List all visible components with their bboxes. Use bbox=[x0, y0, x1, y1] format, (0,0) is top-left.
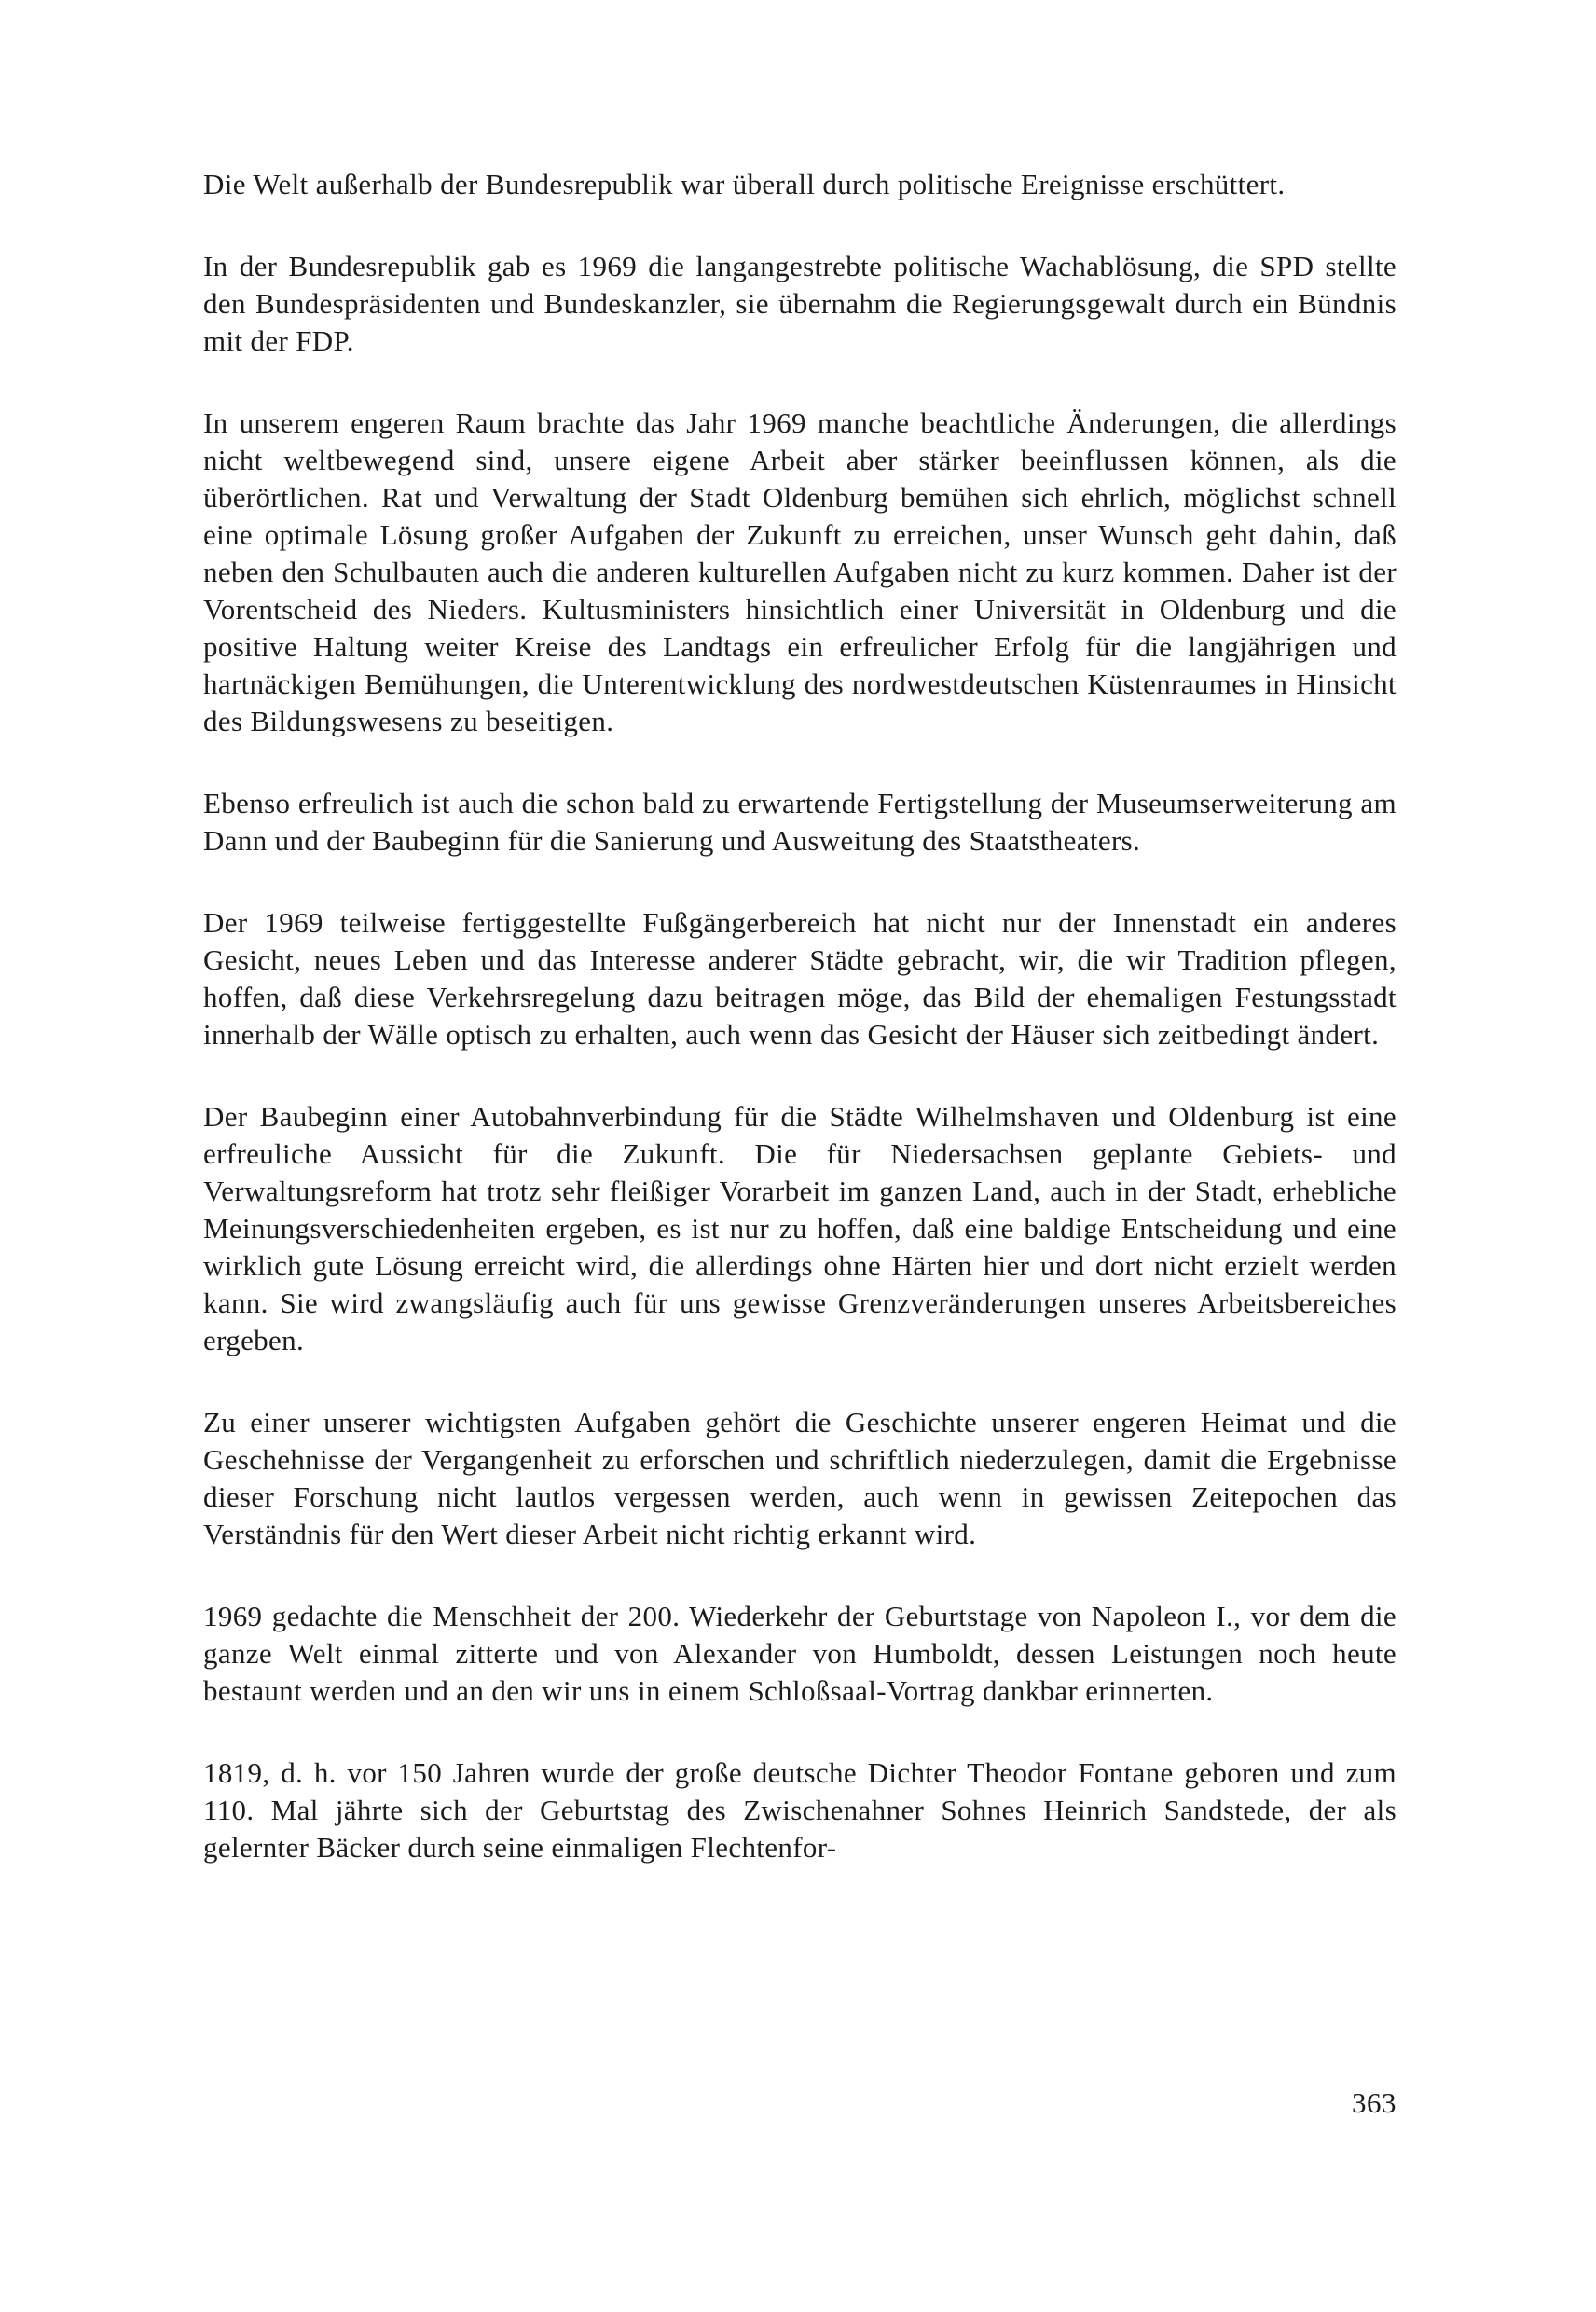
paragraph-1: Die Welt außerhalb der Bundesrepublik war überall durch politische Ereignisse erschüttert. bbox=[203, 168, 1286, 200]
paragraph-8: 1969 gedachte die Menschheit der 200. Wiederkehr der Geburtstage von Napoleon I., vor dem die ganze Welt einmal zitterte und von Alexander von Humboldt, dessen Leistungen noch heute bestaunt werden und an den wir uns in einem Schloßsaal-Vortrag dankbar erinnerten. bbox=[203, 1600, 1396, 1707]
page-body bbox=[203, 166, 1396, 1911]
paragraph-4: Ebenso erfreulich ist auch die schon bald zu erwartende Fertigstellung der Museumserweiterung am Dann und der Baubeginn für die Sanierung und Ausweitung des Staatstheaters. bbox=[203, 787, 1396, 857]
paragraph-9: 1819, d. h. vor 150 Jahren wurde der große deutsche Dichter Theodor Fontane geboren und zum 110. Mal jährte sich der Geburtstag des Zwischenahner Sohnes Heinrich Sandstede, der als gelernter Bäcker durch seine einmaligen Flechtenfor- bbox=[203, 1756, 1396, 1864]
paragraph-6: Der Baubeginn einer Autobahnverbindung für die Städte Wilhelmshaven und Oldenburg ist eine erfreuliche Aussicht für die Zukunft. Die für Niedersachsen geplante Gebiets- und Verwaltungsreform hat trotz sehr fleißiger Vorarbeit im ganzen Land, auch in der Stadt, erhebliche Meinungsverschiedenheiten ergeben, es ist nur zu hoffen, daß eine baldige Entscheidung und eine wirklich gute Lösung erreicht wird, die allerdings ohne Härten hier und dort nicht erzielt werden kann. Sie wird zwangsläufig auch für uns gewisse Grenzveränderungen unseres Arbeitsbereiches ergeben. bbox=[203, 1100, 1396, 1356]
paragraph-3: In unserem engeren Raum brachte das Jahr 1969 manche beachtliche Änderungen, die allerdings nicht weltbewegend sind, unsere eigene Arbeit aber stärker beeinflussen können, als die überörtlichen. Rat und Verwaltung der Stadt Oldenburg bemühen sich ehrlich, möglichst schnell eine optimale Lösung großer Aufgaben der Zukunft zu erreichen, unser Wunsch geht dahin, daß neben den Schulbauten auch die anderen kulturellen Aufgaben nicht zu kurz kommen. Daher ist der Vorentscheid des Nieders. Kultusministers hinsichtlich einer Universität in Oldenburg und die positive Haltung weiter Kreise des Landtags ein erfreulicher Erfolg für die langjährigen und hartnäckigen Bemühungen, die Unterentwicklung des nordwestdeutschen Küstenraumes in Hinsicht des Bildungswesens zu beseitigen. bbox=[203, 406, 1396, 737]
paragraph-5: Der 1969 teilweise fertiggestellte Fußgängerbereich hat nicht nur der Innenstadt ein anderes Gesicht, neues Leben und das Interesse anderer Städte gebracht, wir, die wir Tradition pflegen, hoffen, daß diese Verkehrsregelung dazu beitragen möge, das Bild der ehemaligen Festungsstadt innerhalb der Wälle optisch zu erhalten, auch wenn das Gesicht der Häuser sich zeitbedingt ändert. bbox=[203, 906, 1396, 1051]
paragraph-2: In der Bundesrepublik gab es 1969 die langangestrebte politische Wachablösung, die SPD stellte den Bundespräsidenten und Bundeskanzler, sie übernahm die Regierungsgewalt durch ein Bündnis mit der FDP. bbox=[203, 250, 1396, 357]
page-number: 363 bbox=[1352, 2086, 1396, 2119]
paragraph-7: Zu einer unserer wichtigsten Aufgaben gehört die Geschichte unserer engeren Heimat und die Geschehnisse der Vergangenheit zu erforschen und schriftlich niederzulegen, damit die Ergebnisse dieser Forschung nicht lautlos vergessen werden, auch wenn in gewissen Zeitepochen das Verständnis für den Wert dieser Arbeit nicht richtig erkannt wird. bbox=[203, 1406, 1396, 1550]
